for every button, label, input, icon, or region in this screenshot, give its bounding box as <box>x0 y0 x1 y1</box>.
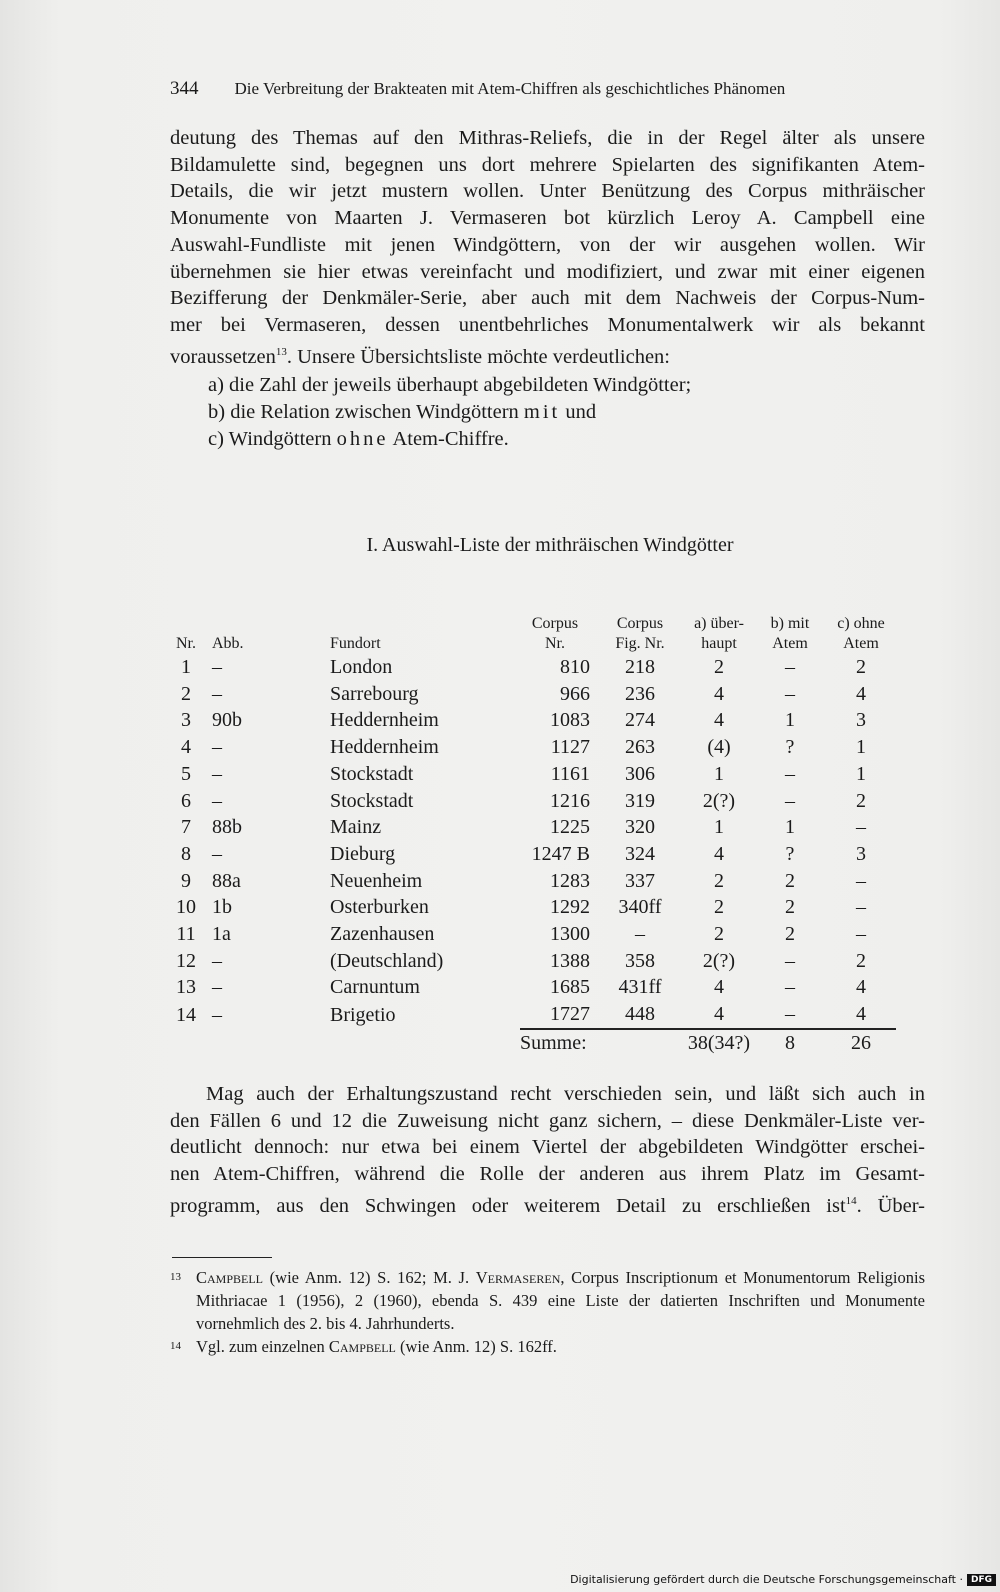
text-line: den Fällen 6 und 12 die Zuweisung nicht ganz sichern, – diese Denkmäler-Liste ver- <box>170 1109 925 1132</box>
footnotes <box>170 1266 925 1358</box>
table-row <box>160 814 896 841</box>
cell-c: – <box>856 816 866 839</box>
footnote-body <box>196 1335 925 1358</box>
header-line: Nr. <box>545 635 565 652</box>
list-item-a: a) die Zahl der jeweils überhaupt abgebildeten Windgötter; <box>208 374 692 396</box>
outro-paragraph <box>170 1081 925 1219</box>
list-item-c <box>208 426 691 453</box>
cell-fundort: Stockstadt <box>330 789 414 812</box>
sum-empty <box>160 1029 212 1057</box>
cell-c: 4 <box>856 1003 866 1026</box>
cell-nr: 5 <box>181 762 191 785</box>
header-line: c) ohne <box>837 615 885 632</box>
header-line: b) mit <box>770 615 810 632</box>
cell-a: 2(?) <box>702 949 736 972</box>
cell-corpus-fig: 431ff <box>618 976 662 999</box>
cell-b: ? <box>785 736 795 759</box>
cell-corpus-nr: 1127 <box>550 736 590 759</box>
cell-abb: – <box>212 682 222 705</box>
emphasis-text: mit <box>523 401 561 423</box>
cell-a: 2 <box>714 869 724 892</box>
cell-abb: – <box>212 656 222 678</box>
cell-nr: 7 <box>181 816 191 839</box>
text-line: mer bei Vermaseren, dessen unentbehrliches Monumentalwerk wir als bekannt <box>170 313 925 336</box>
footnote-ref[interactable]: 13 <box>275 345 287 358</box>
cell-nr: 9 <box>181 869 191 892</box>
cell-nr: 14 <box>176 1003 196 1026</box>
cell-fundort: Brigetio <box>330 1003 396 1026</box>
cell-nr: 13 <box>176 976 196 999</box>
cell-fundort: Carnuntum <box>330 976 420 999</box>
text-fragment: Atem-Chiffre. <box>388 428 509 450</box>
footnote-mark: 14 <box>170 1340 181 1352</box>
text-fragment: programm, aus den Schwingen oder weiterem Detail zu erschließen ist <box>170 1194 846 1217</box>
header-fundort: Fundort <box>330 635 381 652</box>
intro-paragraph <box>170 125 925 370</box>
cell-corpus-fig: 320 <box>625 816 655 839</box>
cell-nr: 4 <box>181 736 191 759</box>
cell-corpus-nr: 1727 <box>550 1003 590 1026</box>
text-line: Details, die wir jetzt mustern wollen. Unter Benützung des Corpus mithräischer <box>170 180 925 203</box>
author-name: Campbell <box>196 1268 264 1287</box>
cell-a: 1 <box>714 816 724 839</box>
cell-corpus-nr: 1292 <box>550 896 590 919</box>
header-nr: Nr. <box>176 635 196 652</box>
header-line: Corpus <box>531 615 579 632</box>
text-line: deutung des Themas auf den Mithras-Reliefs, die in der Regel älter als unsere <box>170 127 925 149</box>
text-fragment: . Unsere Übersichtsliste möchte verdeutlichen: <box>286 345 670 368</box>
text-line <box>170 339 925 371</box>
cell-c: 4 <box>856 976 866 999</box>
header-c <box>826 614 896 654</box>
cell-fundort: Neuenheim <box>330 869 423 892</box>
cell-c: – <box>856 869 866 892</box>
cell-corpus-fig: – <box>635 923 645 946</box>
cell-corpus-fig: 340ff <box>618 896 662 919</box>
header-line: haupt <box>701 635 737 652</box>
footnote-divider <box>172 1257 272 1258</box>
cell-nr: 10 <box>176 896 196 919</box>
cell-abb: – <box>212 1003 222 1026</box>
cell-corpus-nr: 810 <box>560 656 590 678</box>
cell-corpus-fig: 274 <box>625 709 655 732</box>
cell-corpus-nr: 1083 <box>550 709 590 732</box>
footnote-ref[interactable]: 14 <box>845 1194 857 1207</box>
sum-row <box>160 1029 896 1057</box>
cell-abb: 88a <box>212 869 241 892</box>
sum-a: 38(34?) <box>684 1029 754 1057</box>
table-title: I. Auswahl-Liste der mithräischen Windgötter <box>366 534 734 556</box>
cell-abb: – <box>212 949 222 972</box>
text-fragment: Vgl. zum einzelnen <box>196 1337 329 1356</box>
cell-abb: – <box>212 762 222 785</box>
cell-b: – <box>785 976 795 999</box>
footnote-body <box>196 1266 925 1335</box>
header-line: Atem <box>843 635 879 652</box>
cell-b: – <box>785 656 795 678</box>
cell-b: 1 <box>785 816 795 839</box>
cell-c: 1 <box>856 762 866 785</box>
cell-c: 3 <box>856 709 866 732</box>
sum-label: Summe: <box>520 1029 596 1057</box>
cell-b: 2 <box>785 923 795 946</box>
table-row <box>160 707 896 734</box>
cell-corpus-nr: 1388 <box>550 949 590 972</box>
text-line: Mag auch der Erhaltungszustand recht verschieden sein, und läßt sich auch in <box>206 1083 925 1105</box>
table-header-row <box>160 614 896 654</box>
windgoetter-table <box>160 614 896 1057</box>
sum-c: 26 <box>826 1029 896 1057</box>
cell-a: 4 <box>714 1003 724 1026</box>
cell-fundort: Zazenhausen <box>330 923 435 946</box>
cell-abb: – <box>212 789 222 812</box>
cell-nr: 1 <box>181 656 191 678</box>
header-line: Corpus <box>616 615 664 632</box>
cell-corpus-nr: 1685 <box>550 976 590 999</box>
header-b <box>754 614 826 654</box>
cell-corpus-nr: 1247 B <box>531 842 590 865</box>
cell-c: 2 <box>856 656 866 678</box>
cell-c: 2 <box>856 789 866 812</box>
page-number: 344 <box>170 78 199 99</box>
table-row <box>160 681 896 708</box>
header-line: Atem <box>772 635 808 652</box>
cell-corpus-fig: 448 <box>625 1003 655 1026</box>
running-header <box>170 78 850 100</box>
cell-a: 4 <box>714 709 724 732</box>
cell-corpus-fig: 218 <box>625 656 655 678</box>
cell-a: (4) <box>707 736 731 759</box>
text-fragment: (wie Anm. 12) S. 162; M. J. <box>263 1268 476 1287</box>
cell-b: – <box>785 789 795 812</box>
footnote-13 <box>170 1266 925 1335</box>
table-row <box>160 654 896 681</box>
cell-a: 1 <box>714 762 724 785</box>
text-line: Auswahl-Fundliste mit jenen Windgöttern, von der wir ausgehen wollen. Wir <box>170 233 925 256</box>
cell-corpus-nr: 1216 <box>550 789 590 812</box>
cell-fundort: Osterburken <box>330 896 429 919</box>
table-row <box>160 788 896 815</box>
table-row <box>160 948 896 975</box>
cell-b: 2 <box>785 869 795 892</box>
cell-b: – <box>785 949 795 972</box>
cell-corpus-fig: 306 <box>625 762 655 785</box>
table-row <box>160 921 896 948</box>
text-line <box>170 1188 925 1220</box>
cell-c: – <box>856 923 866 946</box>
banner-text: Digitalisierung gefördert durch die Deutsche Forschungsgemeinschaft · <box>570 1573 963 1586</box>
cell-nr: 8 <box>181 842 191 865</box>
header-corpus-fig <box>596 614 684 654</box>
cell-abb: 88b <box>212 816 242 839</box>
cell-corpus-nr: 1225 <box>550 816 590 839</box>
cell-corpus-nr: 1300 <box>550 923 590 946</box>
list-item-b <box>208 399 691 426</box>
enumerated-list <box>208 372 691 453</box>
header-abb: Abb. <box>212 635 244 652</box>
cell-corpus-nr: 1283 <box>550 869 590 892</box>
text-line: übernehmen sie hier etwas vereinfacht und modifiziert, und zwar mit einer eigenen <box>170 260 925 283</box>
text-fragment: und <box>560 401 597 423</box>
cell-c: – <box>856 896 866 919</box>
cell-fundort: Sarrebourg <box>330 682 419 705</box>
cell-corpus-fig: 358 <box>625 949 655 972</box>
cell-nr: 11 <box>176 923 196 946</box>
table-row <box>160 734 896 761</box>
cell-abb: – <box>212 842 222 865</box>
cell-fundort: Stockstadt <box>330 762 414 785</box>
text-fragment: b) die Relation zwischen Windgöttern <box>208 401 524 423</box>
text-fragment: , Corpus Inscriptionum et Monumentorum Religionis Mithriacae 1 (1956), 2 (1960), ebenda S. 439 eine Liste der datierten Inschriften und Monumente vornehmlich des 2. bis 4. Jahrhunderts. <box>196 1268 925 1333</box>
table-row <box>160 868 896 895</box>
cell-nr: 2 <box>181 682 191 705</box>
cell-corpus-fig: 337 <box>625 869 655 892</box>
cell-fundort: Heddernheim <box>330 736 439 759</box>
cell-b: – <box>785 1003 795 1026</box>
sum-b: 8 <box>754 1029 826 1057</box>
dfg-logo: DFG <box>967 1574 996 1586</box>
text-line: Monumente von Maarten J. Vermaseren bot kürzlich Leroy A. Campbell eine <box>170 207 925 230</box>
cell-b: – <box>785 682 795 705</box>
cell-corpus-nr: 966 <box>560 682 590 705</box>
text-fragment: (wie Anm. 12) S. 162ff. <box>395 1337 557 1356</box>
footnote-mark: 13 <box>170 1271 181 1283</box>
cell-b: – <box>785 762 795 785</box>
table-row <box>160 761 896 788</box>
author-name: Vermaseren <box>475 1268 561 1287</box>
cell-fundort: London <box>330 656 393 678</box>
text-fragment: voraussetzen <box>170 345 276 368</box>
text-line: deutlicht dennoch: nur etwa bei einem Viertel der abgebildeten Windgötter erschei- <box>170 1136 925 1159</box>
header-a <box>684 614 754 654</box>
table-row <box>160 841 896 868</box>
cell-b: 2 <box>785 896 795 919</box>
cell-c: 2 <box>856 949 866 972</box>
cell-b: 1 <box>785 709 795 732</box>
text-fragment: c) Windgöttern <box>208 428 337 450</box>
header-corpus-nr <box>520 614 596 654</box>
cell-abb: – <box>212 736 222 759</box>
text-fragment: . Über- <box>856 1194 925 1217</box>
cell-nr: 6 <box>181 789 191 812</box>
cell-c: 4 <box>856 682 866 705</box>
sum-empty <box>596 1029 684 1057</box>
cell-corpus-fig: 263 <box>625 736 655 759</box>
cell-c: 3 <box>856 842 866 865</box>
header-line: Fig. Nr. <box>615 635 665 652</box>
cell-a: 2 <box>714 656 724 678</box>
author-name: Campbell <box>328 1337 396 1356</box>
sum-empty <box>330 1029 520 1057</box>
sum-empty <box>212 1029 330 1057</box>
cell-a: 4 <box>714 976 724 999</box>
table-body <box>160 654 896 1057</box>
cell-abb: 1b <box>212 896 232 919</box>
table-row <box>160 974 896 1001</box>
cell-a: 2 <box>714 923 724 946</box>
cell-corpus-fig: 319 <box>625 789 655 812</box>
cell-corpus-fig: 236 <box>625 682 655 705</box>
running-title: Die Verbreitung der Brakteaten mit Atem-Chiffren als geschichtliches Phänomen <box>234 79 786 98</box>
header-line: a) über- <box>694 615 744 632</box>
digitization-banner <box>570 1573 996 1586</box>
cell-corpus-fig: 324 <box>625 842 655 865</box>
cell-c: 1 <box>856 736 866 759</box>
cell-abb: 90b <box>212 709 242 732</box>
cell-fundort: (Deutschland) <box>330 949 444 972</box>
cell-b: ? <box>785 842 795 865</box>
cell-a: 4 <box>714 682 724 705</box>
text-line: Bildamulette sind, begegnen uns dort mehrere Spielarten des signifikanten Atem- <box>170 153 925 176</box>
cell-nr: 3 <box>181 709 191 732</box>
table-row <box>160 894 896 921</box>
cell-abb: 1a <box>212 923 231 946</box>
cell-fundort: Heddernheim <box>330 709 439 732</box>
cell-fundort: Mainz <box>330 816 382 839</box>
emphasis-text: ohne <box>336 428 389 450</box>
cell-nr: 12 <box>176 949 196 972</box>
footnote-14 <box>170 1335 925 1358</box>
text-line: nen Atem-Chiffren, während die Rolle der anderen aus ihrem Platz im Gesamt- <box>170 1163 925 1186</box>
text-line: Bezifferung der Denkmäler-Serie, aber auch mit dem Nachweis der Corpus-Num- <box>170 287 925 310</box>
cell-a: 2 <box>714 896 724 919</box>
table-row <box>160 1001 896 1029</box>
cell-corpus-nr: 1161 <box>550 762 590 785</box>
cell-a: 4 <box>714 842 724 865</box>
cell-abb: – <box>212 976 222 999</box>
cell-fundort: Dieburg <box>330 842 396 865</box>
cell-a: 2(?) <box>702 789 736 812</box>
